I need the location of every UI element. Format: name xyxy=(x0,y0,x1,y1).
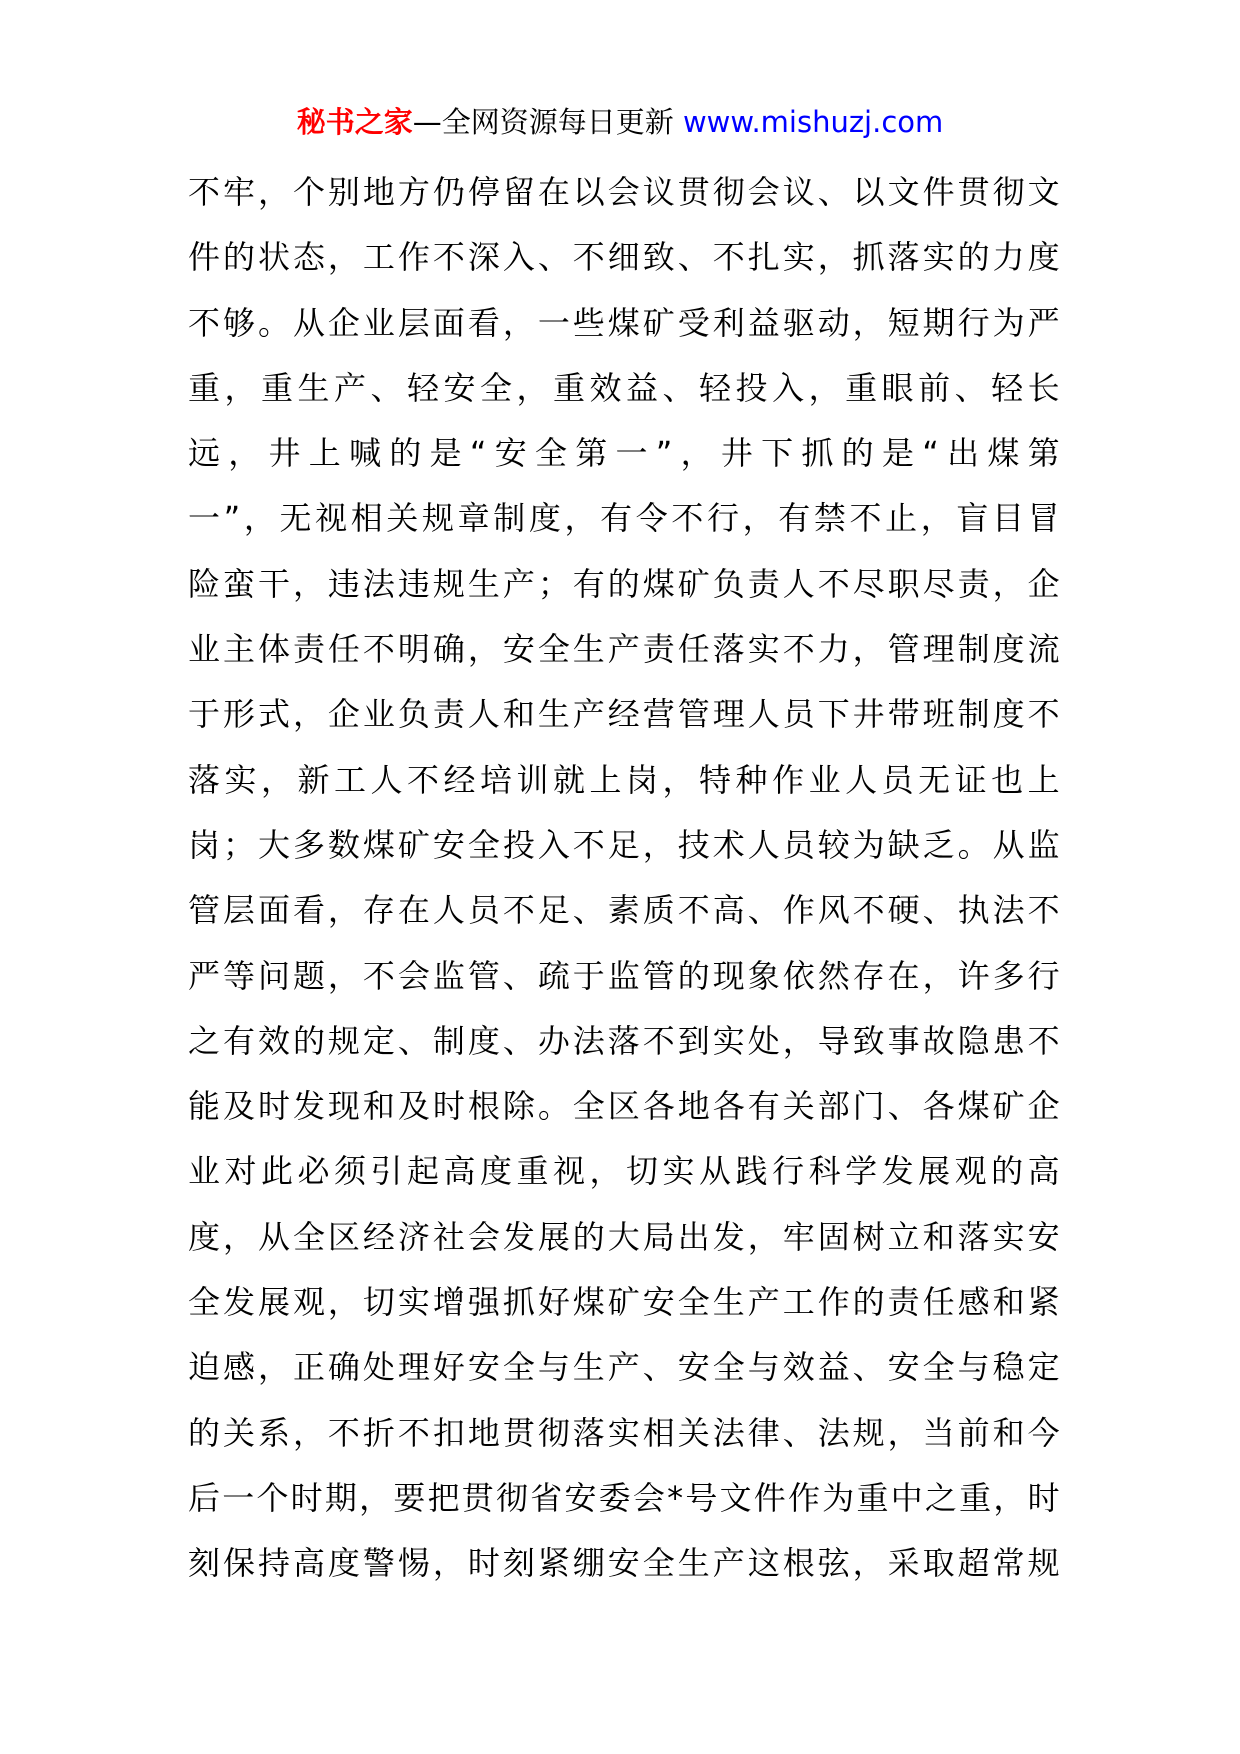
text-line: 严等问题，不会监管、疏于监管的现象依然存在，许多行 xyxy=(188,956,1060,995)
text-line: 刻保持高度警惕，时刻紧绷安全生产这根弦，采取超常规 xyxy=(188,1544,1060,1583)
text-line: 一”，无视相关规章制度，有令不行，有禁不止，盲目冒 xyxy=(188,499,1060,538)
text-line: 业对此必须引起高度重视，切实从践行科学发展观的高 xyxy=(188,1152,1060,1191)
text-line: 于形式，企业负责人和生产经营管理人员下井带班制度不 xyxy=(188,695,1060,734)
text-line: 度，从全区经济社会发展的大局出发，牢固树立和落实安 xyxy=(188,1217,1060,1256)
header-url-link[interactable]: www.mishuzj.com xyxy=(682,105,944,139)
text-line: 管层面看，存在人员不足、素质不高、作风不硬、执法不 xyxy=(188,891,1060,930)
text-line: 不牢，个别地方仍停留在以会议贯彻会议、以文件贯彻文 xyxy=(188,173,1060,211)
text-line: 后一个时期，要把贯彻省安委会*号文件作为重中之重，时 xyxy=(188,1478,1060,1517)
text-line: 全发展观，切实增强抓好煤矿安全生产工作的责任感和紧 xyxy=(188,1283,1060,1322)
text-line: 业主体责任不明确，安全生产责任落实不力，管理制度流 xyxy=(188,630,1060,669)
text-line: 之有效的规定、制度、办法落不到实处，导致事故隐患不 xyxy=(188,1021,1060,1060)
page-header xyxy=(0,102,1240,142)
text-line: 件的状态，工作不深入、不细致、不扎实，抓落实的力度 xyxy=(188,238,1060,277)
text-line: 能及时发现和及时根除。全区各地各有关部门、各煤矿企 xyxy=(188,1087,1060,1126)
text-line: 重，重生产、轻安全，重效益、轻投入，重眼前、轻长 xyxy=(188,368,1060,407)
text-line: 落实，新工人不经培训就上岗，特种作业人员无证也上 xyxy=(188,760,1060,799)
header-brand: 秘书之家 xyxy=(296,105,413,139)
text-line: 远，井上喊的是“安全第一”，井下抓的是“出煤第 xyxy=(188,434,1060,473)
text-line: 险蛮干，违法违规生产；有的煤矿负责人不尽职尽责，企 xyxy=(188,564,1060,603)
text-line: 的关系，不折不扣地贯彻落实相关法律、法规，当前和今 xyxy=(188,1413,1060,1452)
body-paragraph xyxy=(188,160,1060,1597)
text-line: 不够。从企业层面看，一些煤矿受利益驱动，短期行为严 xyxy=(188,303,1060,342)
text-line: 岗；大多数煤矿安全投入不足，技术人员较为缺乏。从监 xyxy=(188,825,1060,864)
header-tagline: —全网资源每日更新 xyxy=(412,105,683,139)
text-line: 迫感，正确处理好安全与生产、安全与效益、安全与稳定 xyxy=(188,1348,1060,1387)
